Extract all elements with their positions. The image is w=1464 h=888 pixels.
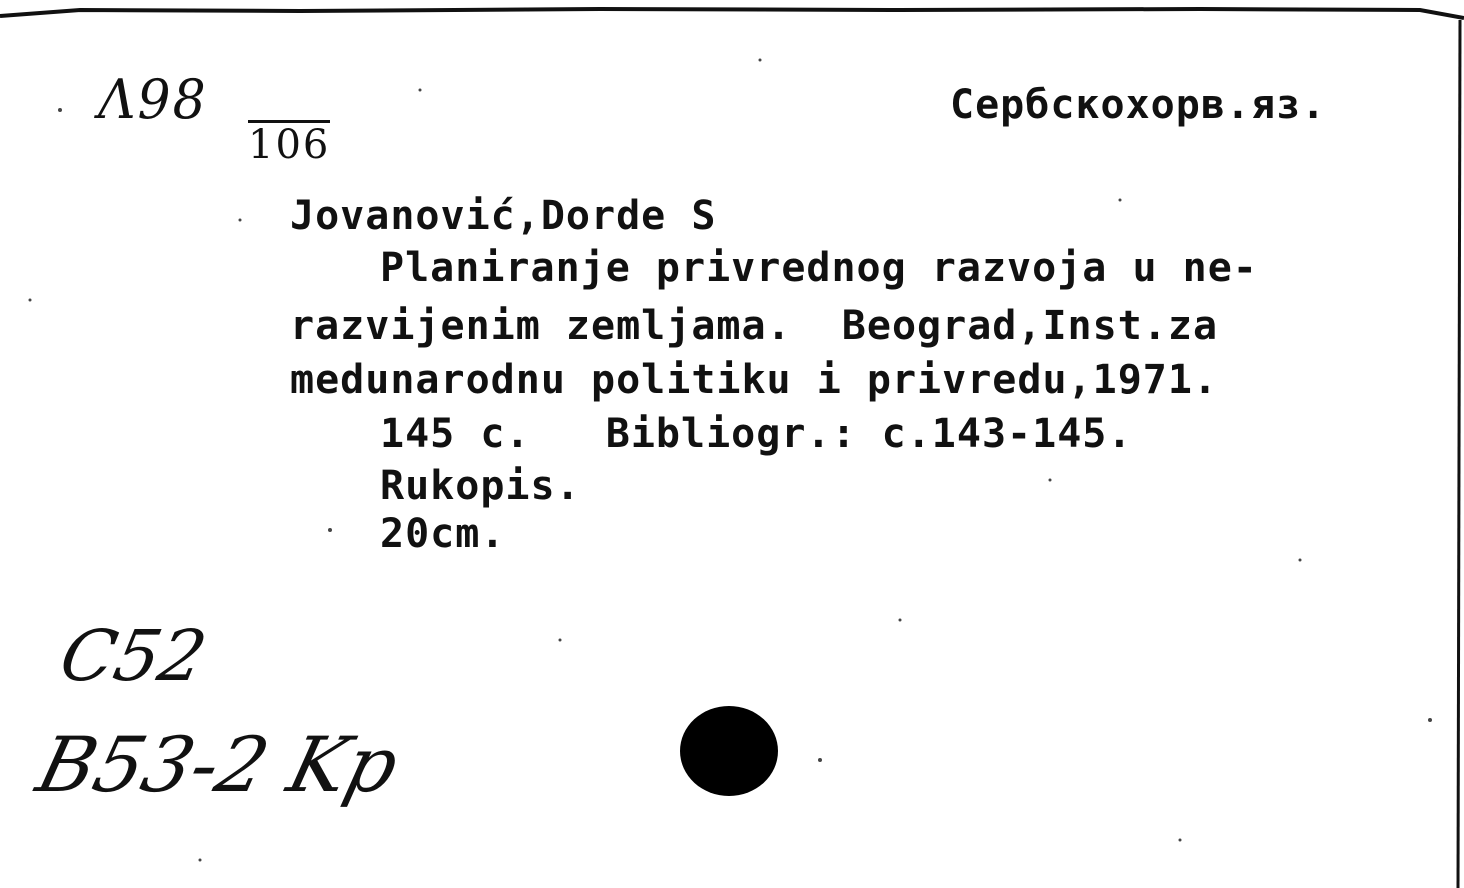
subject-heading: Сербскохорв.яз. — [950, 82, 1327, 128]
card-top-edge — [0, 6, 1464, 20]
punch-hole — [680, 706, 778, 796]
title-line-1: Planiranje privrednog razvoja u ne- — [380, 245, 1258, 291]
pages-bibliography-line: 145 c. Bibliogr.: c.143-145. — [380, 411, 1133, 457]
call-number — [98, 68, 331, 168]
card-right-edge — [1454, 20, 1464, 888]
note-line: Rukopis. — [380, 463, 581, 509]
call-number-main: Λ98 — [98, 68, 208, 132]
title-line-3: medunarodnu politiku i privredu,1971. — [290, 357, 1219, 403]
handwritten-code-1: C52 — [53, 615, 214, 697]
handwritten-code-2: B53-2 Kp — [28, 720, 408, 809]
call-number-sub: 106 — [248, 122, 331, 168]
size-line: 20cm. — [380, 511, 506, 557]
title-line-2: razvijenim zemljama. Beograd,Inst.za — [290, 303, 1219, 349]
author-line: Jovanović,Dorde S — [290, 193, 717, 239]
